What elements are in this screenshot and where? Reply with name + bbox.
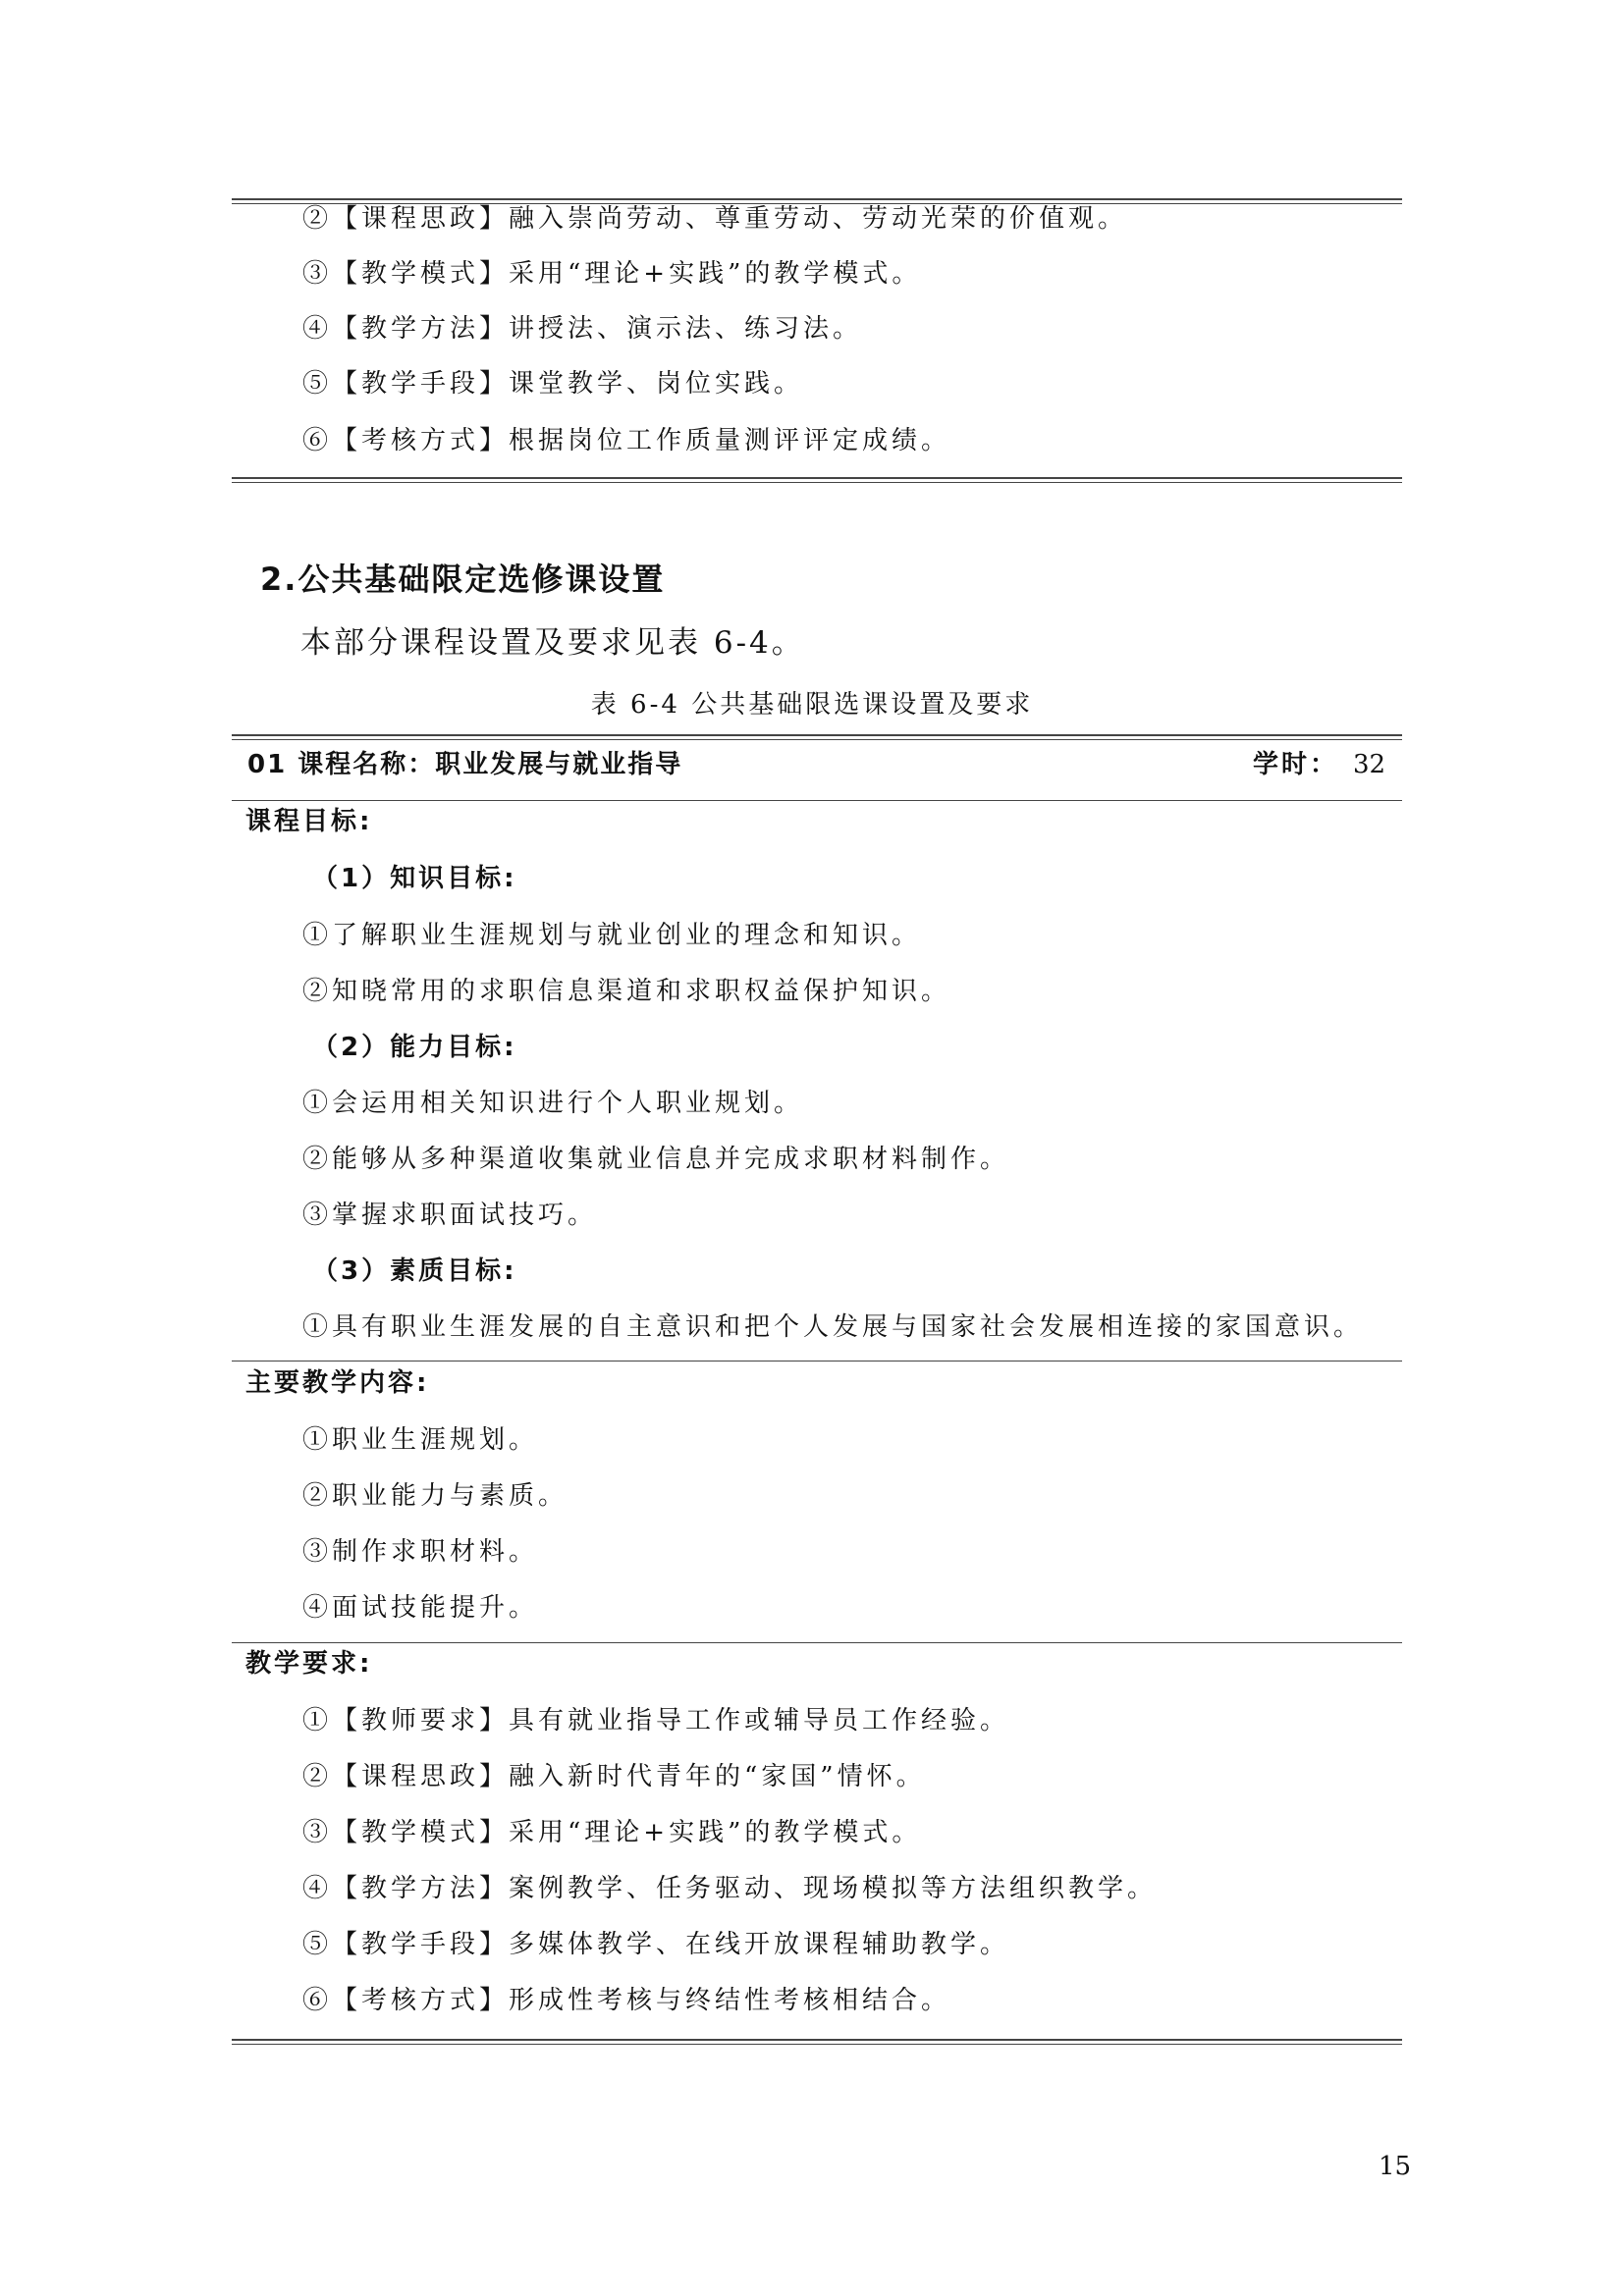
quality-goal-item: ①具有职业生涯发展的自主意识和把个人发展与国家社会发展相连接的家国意识。 — [302, 1312, 1364, 1342]
prev-requirement-item: ④【教学方法】讲授法、演示法、练习法。 — [302, 314, 863, 344]
goals-heading: 课程目标: — [245, 807, 373, 836]
prev-requirement-item: ⑤【教学手段】课堂教学、岗位实践。 — [302, 369, 804, 399]
content-item: ④面试技能提升。 — [302, 1593, 539, 1623]
prev-requirement-item: ②【课程思政】融入崇尚劳动、尊重劳动、劳动光荣的价值观。 — [302, 204, 1128, 234]
page-number: 15 — [1379, 2152, 1412, 2181]
row-divider — [232, 1361, 1402, 1362]
requirement-item: ④【教学方法】案例教学、任务驱动、现场模拟等方法组织教学。 — [302, 1874, 1158, 1903]
course-hours-label: 学时： — [1253, 750, 1339, 779]
knowledge-goal-item: ①了解职业生涯规划与就业创业的理念和知识。 — [302, 921, 922, 950]
table-top-rule — [232, 734, 1402, 740]
requirement-item: ②【课程思政】融入新时代青年的“家国”情怀。 — [302, 1762, 926, 1791]
section-title: 2.公共基础限定选修课设置 — [260, 561, 666, 598]
ability-goal-item: ①会运用相关知识进行个人职业规划。 — [302, 1089, 804, 1118]
ability-goal-item: ③掌握求职面试技巧。 — [302, 1201, 598, 1230]
section-intro: 本部分课程设置及要求见表 6-4。 — [300, 625, 805, 661]
content-item: ①职业生涯规划。 — [302, 1425, 539, 1455]
course-title: 01 课程名称：职业发展与就业指导 — [247, 750, 683, 779]
table-caption: 表 6-4 公共基础限选课设置及要求 — [590, 690, 1034, 720]
table-bottom-rule — [232, 2039, 1402, 2045]
knowledge-goal-item: ②知晓常用的求职信息渠道和求职权益保护知识。 — [302, 977, 951, 1006]
requirement-item: ⑥【考核方式】形成性考核与终结性考核相结合。 — [302, 1986, 951, 2015]
ability-goal-item: ②能够从多种渠道收集就业信息并完成求职材料制作。 — [302, 1145, 1010, 1174]
prev-requirement-item: ③【教学模式】采用“理论+实践”的教学模式。 — [302, 259, 922, 289]
prev-requirement-item: ⑥【考核方式】根据岗位工作质量测评评定成绩。 — [302, 426, 951, 455]
quality-goals-heading: （3）素质目标: — [312, 1256, 517, 1286]
requirements-heading: 教学要求: — [245, 1649, 373, 1679]
requirement-item: ⑤【教学手段】多媒体教学、在线开放课程辅助教学。 — [302, 1930, 1010, 1959]
course-hours-value: 32 — [1353, 750, 1386, 779]
content-item: ③制作求职材料。 — [302, 1537, 539, 1567]
table-bottom-rule — [232, 477, 1402, 483]
content-item: ②职业能力与素质。 — [302, 1481, 568, 1511]
ability-goals-heading: （2）能力目标: — [312, 1033, 517, 1062]
row-divider — [232, 1642, 1402, 1643]
knowledge-goals-heading: （1）知识目标: — [312, 864, 517, 893]
requirement-item: ③【教学模式】采用“理论+实践”的教学模式。 — [302, 1818, 922, 1847]
requirement-item: ①【教师要求】具有就业指导工作或辅导员工作经验。 — [302, 1706, 1010, 1735]
row-divider — [232, 800, 1402, 801]
content-heading: 主要教学内容: — [245, 1368, 430, 1398]
